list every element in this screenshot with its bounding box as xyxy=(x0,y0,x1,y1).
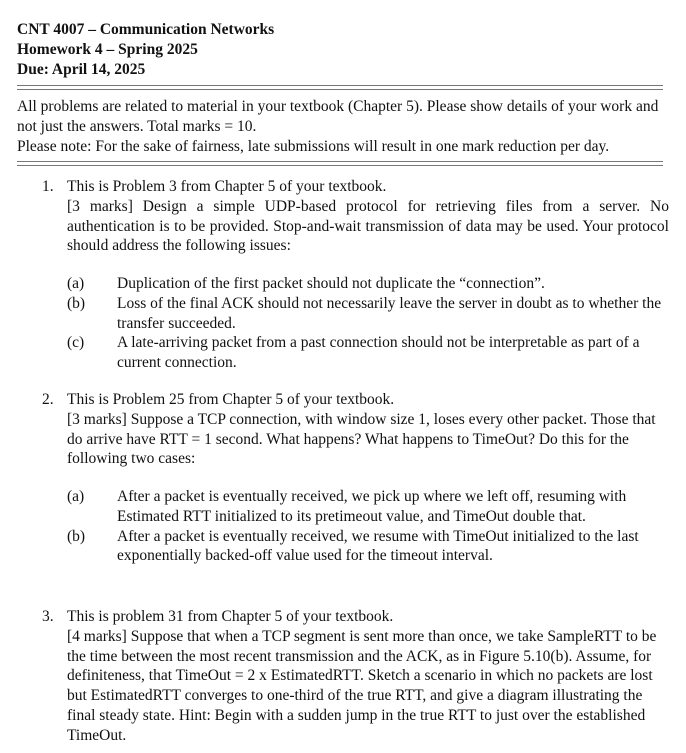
subpart-text: After a packet is eventually received, we resume with TimeOut initialized to the last exponentially backed-off value used for the timeout interval. xyxy=(117,527,639,565)
subpart-label: (b) xyxy=(67,294,86,312)
problem-number: 1. xyxy=(42,178,54,195)
subpart-label: (c) xyxy=(67,334,85,352)
subpart-label: (a) xyxy=(67,488,85,505)
problem-text: [3 marks] Design a simple UDP-based protocol for retrieving files from a server. No authentication is to be provided. Stop-and-wait transmission of data may be used. Your protocol should address the following issues: xyxy=(67,197,669,255)
problem-1-subparts xyxy=(0,274,686,373)
problem-source: This is Problem 25 from Chapter 5 of your textbook. xyxy=(67,391,395,408)
intro-text: All problems are related to material in your textbook (Chapter 5). Please show details of your work and not just the answers. Total marks = 10. xyxy=(17,98,659,135)
problem-body xyxy=(67,607,669,746)
subpart-a xyxy=(0,487,686,527)
problem-text: [3 marks] Suppose a TCP connection, with window size 1, loses every other packet. Those that do arrive have RTT = 1 second. What happens? What happens to TimeOut? Do this for the following two cases: xyxy=(67,410,656,468)
problem-source: This is Problem 3 from Chapter 5 of your textbook. xyxy=(67,178,387,195)
late-policy-note: Please note: For the sake of fairness, late submissions will result in one mark reduction per day. xyxy=(17,138,610,155)
top-divider xyxy=(17,85,663,90)
problem-2-subparts xyxy=(0,487,686,566)
assignment-title: Homework 4 – Spring 2025 xyxy=(17,41,198,58)
subpart-label: (a) xyxy=(67,275,85,292)
subpart-text: Loss of the final ACK should not necessarily leave the server in doubt as to whether the transfer succeeded. xyxy=(117,294,662,332)
problem-body xyxy=(67,390,669,469)
problem-source: This is problem 31 from Chapter 5 of your textbook. xyxy=(67,608,394,625)
subpart-b xyxy=(0,527,686,567)
subpart-label: (b) xyxy=(67,527,86,545)
bottom-divider xyxy=(17,161,663,166)
subpart-c xyxy=(0,333,686,373)
course-title: CNT 4007 – Communication Networks xyxy=(17,21,275,38)
subpart-text: A late-arriving packet from a past connection should not be interpretable as part of a current connection. xyxy=(117,334,640,372)
problem-text: [4 marks] Suppose that when a TCP segment is sent more than once, we take SampleRTT to be the time between the most recent transmission and the ACK, as in Figure 5.10(b). Assume, for definiteness, that TimeOut = 2 x EstimatedRTT. Sketch a scenario in which no packets are lost but EstimatedRTT converges to one-third of the true RTT, and give a diagram illustrating the final steady state. Hint: Begin with a sudden jump in the true RTT to just over the established TimeOut. xyxy=(67,627,657,744)
problem-number: 3. xyxy=(42,608,54,625)
subpart-text: Duplication of the first packet should not duplicate the “connection”. xyxy=(117,275,545,292)
subpart-text: After a packet is eventually received, we pick up where we left off, resuming with Estimated RTT initialized to its pretimeout value, and TimeOut double that. xyxy=(117,488,627,525)
problem-number: 2. xyxy=(42,391,54,408)
problem-body xyxy=(67,177,669,256)
document-header xyxy=(17,20,274,80)
subpart-b xyxy=(0,294,686,334)
intro-block xyxy=(17,97,677,157)
subpart-a xyxy=(0,274,686,294)
due-date: Due: April 14, 2025 xyxy=(17,61,146,78)
